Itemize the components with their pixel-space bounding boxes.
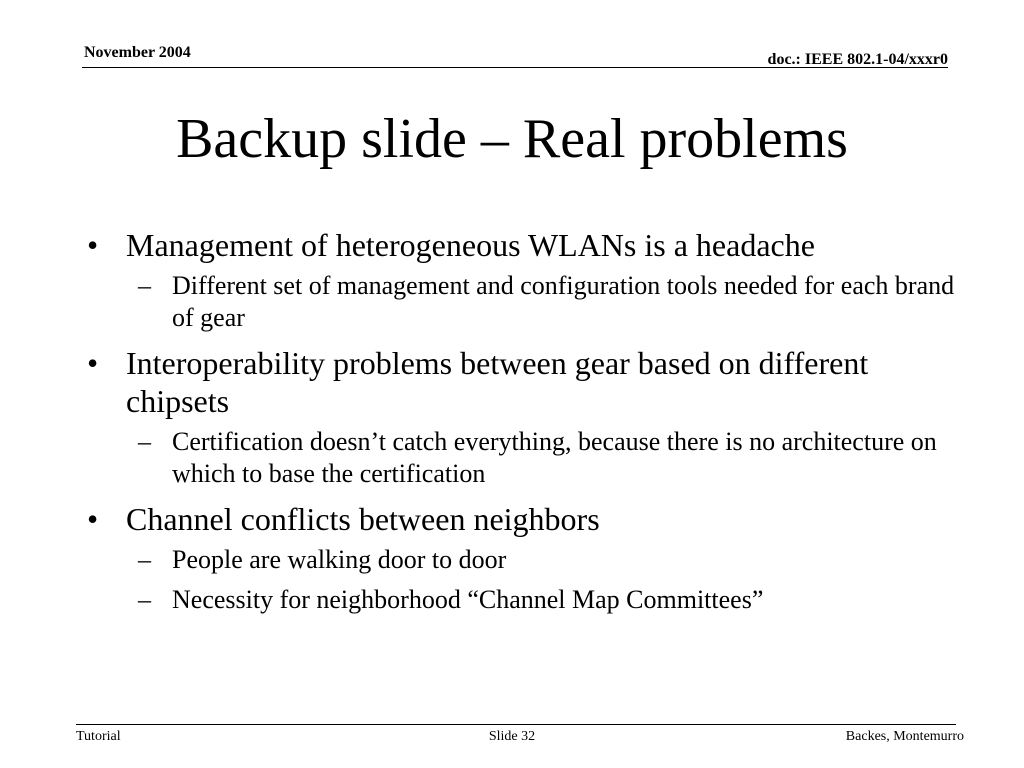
sub-bullet-text: Different set of management and configuration tools needed for each brand of gear (172, 271, 955, 332)
sub-bullet-mark: – (138, 585, 151, 614)
sub-bullet-text: People are walking door to door (172, 545, 507, 574)
bullet-item (82, 500, 962, 538)
footer-slide-number: Slide 32 (488, 729, 536, 744)
header-doc-id: doc.: IEEE 802.1-04/xxxr0 (767, 51, 948, 68)
bullet-mark: • (87, 227, 99, 263)
sub-bullet-mark: – (138, 427, 151, 456)
sub-bullet-text: Necessity for neighborhood “Channel Map Committees” (172, 585, 764, 614)
bullet-item (82, 226, 962, 264)
bullet-text: Interoperability problems between gear based on different chipsets (126, 345, 869, 419)
bullet-mark: • (87, 345, 99, 381)
bullet-text: Management of heterogeneous WLANs is a headache (126, 227, 815, 263)
header-rule (82, 67, 948, 68)
sub-bullet-item (82, 584, 962, 616)
sub-bullet-item (82, 270, 962, 334)
footer-left: Tutorial (76, 729, 121, 744)
sub-bullet-item (82, 544, 962, 576)
sub-bullet-item (82, 426, 962, 490)
sub-bullet-mark: – (138, 271, 151, 300)
slide-title: Backup slide – Real problems (176, 108, 848, 170)
bullet-text: Channel conflicts between neighbors (126, 501, 600, 537)
sub-bullet-mark: – (138, 545, 151, 574)
footer-rule (76, 724, 956, 725)
bullet-mark: • (87, 501, 99, 537)
sub-bullet-text: Certification doesn’t catch everything, because there is no architecture on which to base the certification (172, 427, 937, 488)
footer-authors: Backes, Montemurro (845, 729, 964, 744)
bullet-item (82, 344, 962, 420)
header-date: November 2004 (84, 44, 191, 61)
slide-body (82, 226, 962, 616)
